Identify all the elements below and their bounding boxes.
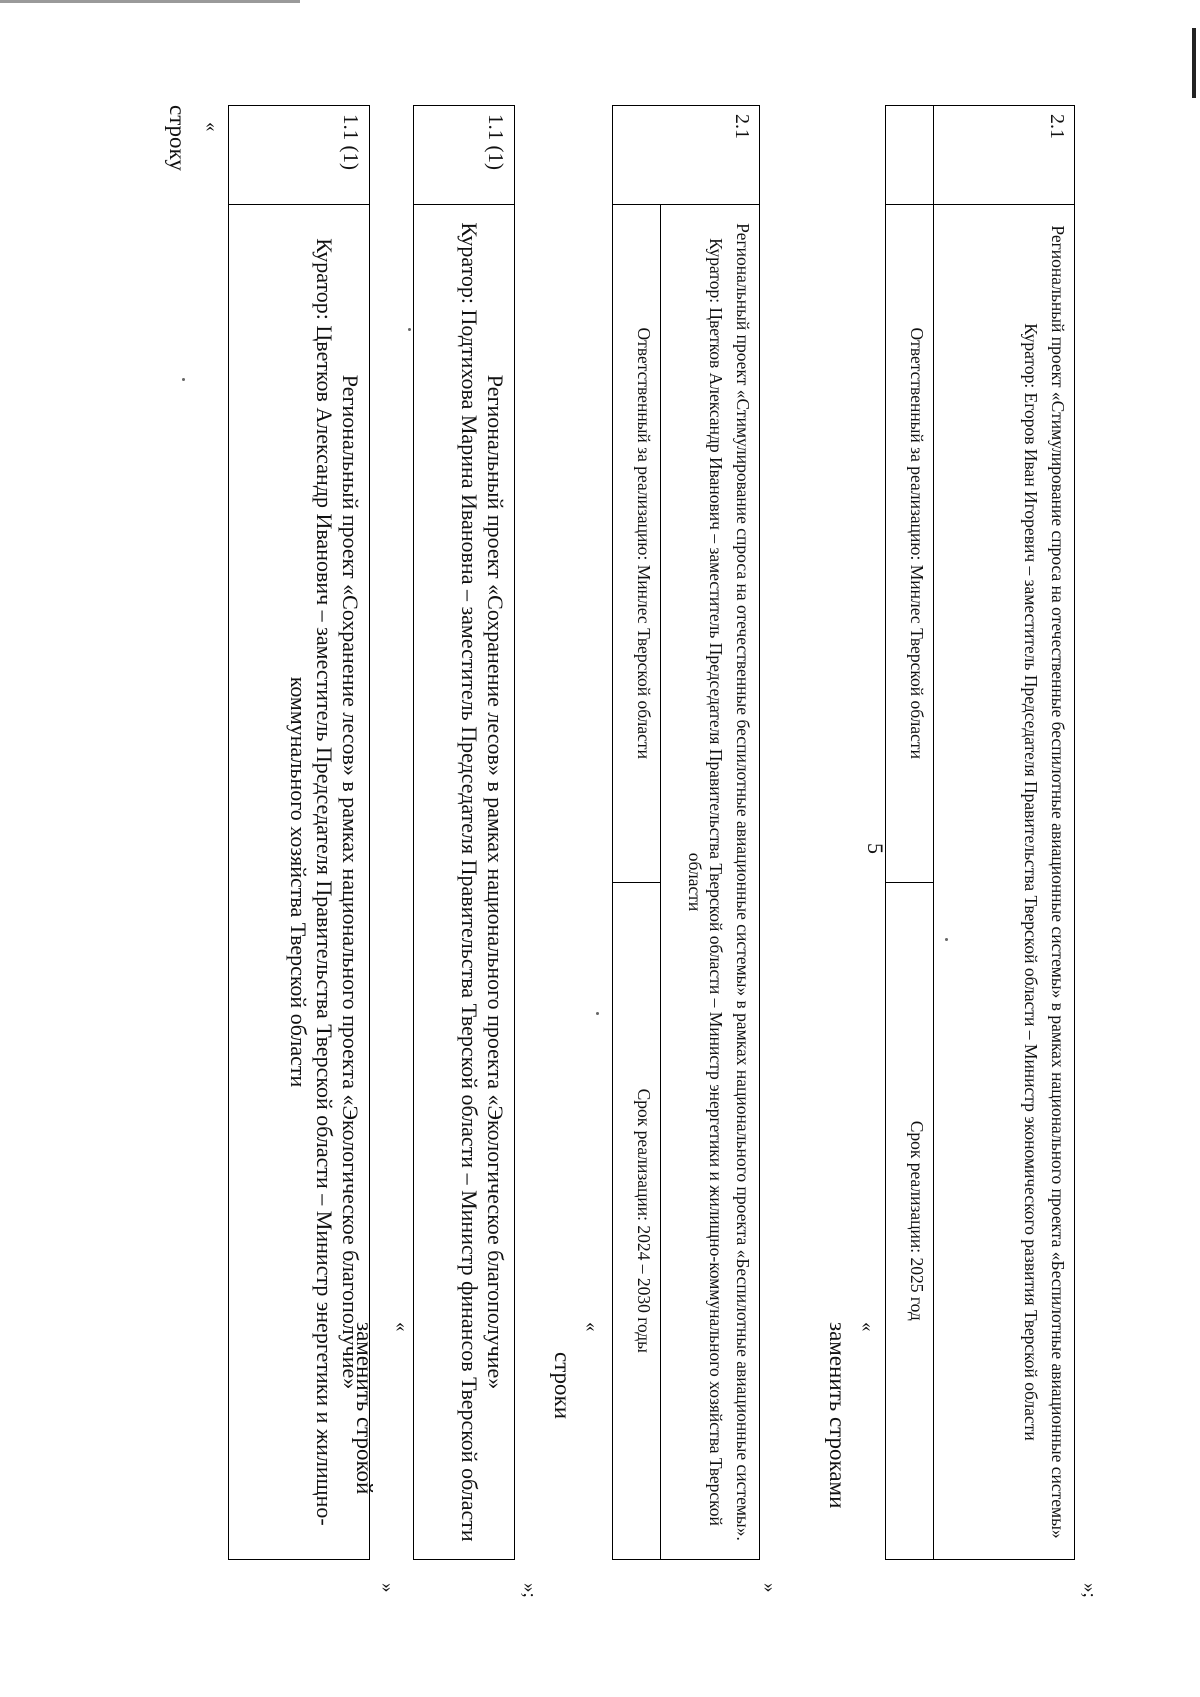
row-content [229,205,370,1560]
empty-cell [886,106,934,205]
quote-close: »; [1079,1583,1100,1598]
term-cell: Срок реализации: 2025 год [886,882,934,1560]
page-number: 5 [863,843,888,854]
intro-text: заменить строкой [352,1322,377,1495]
term-cell: Срок реализации: 2024 – 2030 годы [613,882,661,1560]
quote-open: « [391,1322,412,1332]
curator-text: Куратор: Цветков Александр Иванович – заместитель Председателя Правительства Тверской области – Министр энергетики и жилищно-коммунального хозяйства Тверской области [685,238,726,1526]
table-row [228,105,370,1560]
row-content [934,205,1075,1560]
responsible-cell: Ответственный за реализацию: Минлес Тверской области [613,205,661,883]
quote-open: « [201,122,222,132]
row-number: 2.1 [613,106,760,205]
curator-text: Куратор: Подтихова Марина Ивановна – заместитель Председателя Правительства Тверской области – Министр финансов Тверской области [457,222,482,1542]
intro-text: строку [165,105,190,171]
quote-open: « [581,1322,602,1332]
responsible-cell: Ответственный за реализацию: Минлес Тверской области [886,205,934,883]
project-title: Региональный проект «Стимулирование спроса на отечественные беспилотные авиационные системы» в рамках национального проекта «Беспилотные авиационные системы» [1048,225,1068,1539]
quote-close: » [377,1583,398,1593]
curator-text: Куратор: Цветков Александр Иванович – заместитель Председателя Правительства Тверской области – Министр энергетики и жилищно-коммунального хозяйства Тверской области [286,238,337,1526]
intro-text: заменить строками [825,1322,850,1509]
table [612,105,760,1560]
project-title: Региональный проект «Сохранение лесов» в рамках национального проекта «Экологическое благополучие» [338,374,363,1390]
table [885,105,1075,1560]
row-number: 1.1 (1) [414,106,515,205]
quote-open: « [857,1322,878,1332]
intro-text: строки [550,1352,575,1420]
row-content [414,205,515,1560]
quote-close: » [759,1583,780,1593]
curator-text: Куратор: Егоров Иван Игоревич – заместитель Председателя Правительства Тверской области – Министр экономического развития Тверской области [1021,323,1041,1441]
table-row [413,105,515,1560]
row-number: 2.1 [934,106,1075,205]
project-title: Региональный проект «Сохранение лесов» в рамках национального проекта «Экологическое благополучие» [483,374,508,1390]
quote-close: »; [519,1583,540,1598]
row-number: 1.1 (1) [229,106,370,205]
project-title: Региональный проект «Стимулирование спроса на отечественные беспилотные авиационные системы» в рамках национального проекта «Беспилотные авиационные системы». [733,223,753,1541]
row-content [661,205,760,1560]
